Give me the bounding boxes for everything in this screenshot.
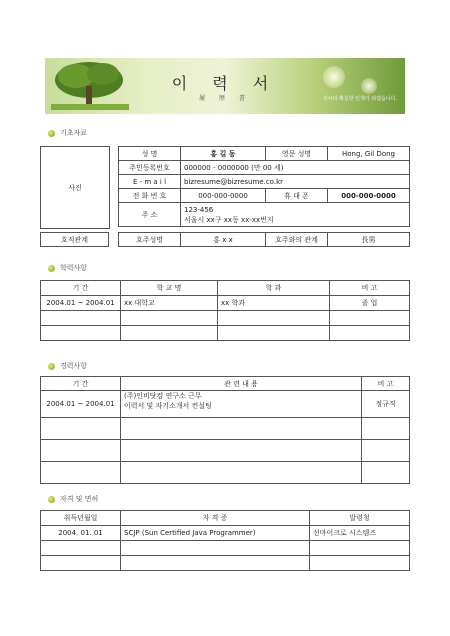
- edu-school: xx 대학교: [121, 296, 218, 311]
- table-row: [41, 418, 410, 440]
- edu-header-period: 기 간: [41, 281, 121, 296]
- section-title: 자격 및 면허: [60, 495, 99, 503]
- edu-header-note: 비 고: [330, 281, 410, 296]
- table-row: [41, 556, 410, 571]
- license-date: 2004. 01. 01: [41, 526, 121, 541]
- address-value: [181, 203, 410, 227]
- license-table: [40, 510, 410, 571]
- name-value: 홍 길 동: [181, 147, 266, 161]
- phone-value: 000-000-0000: [181, 189, 266, 203]
- bullet-icon: [48, 130, 55, 137]
- section-license-heading: [48, 494, 98, 504]
- phone-label: 전 화 번 호: [119, 189, 181, 203]
- edu-header-school: 학 교 명: [121, 281, 218, 296]
- table-row: [41, 296, 410, 311]
- eng-name-label: 영문 성명: [266, 147, 328, 161]
- banner-slogan: 귀사의 확실한 인재가 되겠습니다.: [323, 96, 397, 102]
- table-row: [41, 326, 410, 341]
- address-zip: 123-456: [184, 205, 214, 214]
- resume-title-hanja: 履 歷 書: [199, 95, 251, 102]
- education-table: [40, 280, 410, 341]
- bullet-icon: [48, 363, 55, 370]
- license-header-issuer: 발령청: [310, 511, 410, 526]
- career-header-content: 관 련 내 용: [121, 377, 362, 391]
- career-content: [121, 391, 362, 418]
- section-education-heading: [48, 263, 87, 273]
- rrn-value: 000000 - 0000000 (만 00 세): [181, 161, 410, 175]
- family-relation-label: 호적관계: [41, 233, 109, 247]
- household-head-value: 홍 x x: [181, 233, 266, 247]
- table-row: [41, 311, 410, 326]
- career-content-line: 이력서 및 자기소개서 컨설팅: [124, 402, 212, 410]
- family-table: [40, 232, 410, 247]
- edu-header-major: 학 과: [218, 281, 330, 296]
- resume-title: 이 력 서: [171, 74, 279, 93]
- license-header-name: 자 격 증: [121, 511, 310, 526]
- table-row: [41, 391, 410, 418]
- head-relation-label: 호주와의 관계: [266, 233, 328, 247]
- edu-note: 졸 업: [330, 296, 410, 311]
- mobile-value: 000-000-0000: [328, 189, 410, 203]
- career-note: 정규직: [362, 391, 410, 418]
- section-title: 경력사항: [60, 362, 88, 370]
- career-content-line: (주)인비닷컴 연구소 근무: [124, 392, 202, 400]
- email-label: E - m a i l: [119, 175, 181, 189]
- photo-placeholder: [40, 146, 110, 229]
- address-street: 서울시 xx구 xx동 xx-xx번지: [184, 215, 274, 224]
- household-head-label: 호주성명: [119, 233, 181, 247]
- basic-info-table: [118, 146, 410, 227]
- edu-major: xx 학과: [218, 296, 330, 311]
- head-relation-value: 長男: [328, 233, 410, 247]
- section-career-heading: [48, 361, 87, 371]
- table-row: [41, 462, 410, 484]
- name-label: 성 명: [119, 147, 181, 161]
- bullet-icon: [48, 265, 55, 272]
- career-header-note: 비 고: [362, 377, 410, 391]
- section-title: 학력사항: [60, 264, 88, 272]
- license-name: SCJP (Sun Certified Java Programmer): [121, 526, 310, 541]
- career-period: 2004.01 ~ 2004.01: [41, 391, 121, 418]
- license-issuer: 선마이크로 시스템즈: [310, 526, 410, 541]
- rrn-label: 주민등록번호: [119, 161, 181, 175]
- license-header-date: 취득년월일: [41, 511, 121, 526]
- address-label: 주 소: [119, 203, 181, 227]
- table-row: [41, 541, 410, 556]
- section-basic-heading: [48, 128, 87, 138]
- bullet-icon: [48, 496, 55, 503]
- mobile-label: 휴 대 폰: [266, 189, 328, 203]
- table-row: [41, 440, 410, 462]
- photo-label: 사진: [68, 183, 82, 192]
- edu-period: 2004.01 ~ 2004.01: [41, 296, 121, 311]
- career-table: [40, 376, 410, 484]
- section-title: 기초자료: [60, 129, 88, 137]
- email-value: bizresume@bizresume.co.kr: [181, 175, 410, 189]
- career-header-period: 기 간: [41, 377, 121, 391]
- table-row: [41, 526, 410, 541]
- header-banner: [45, 58, 405, 114]
- eng-name-value: Hong, Gil Dong: [328, 147, 410, 161]
